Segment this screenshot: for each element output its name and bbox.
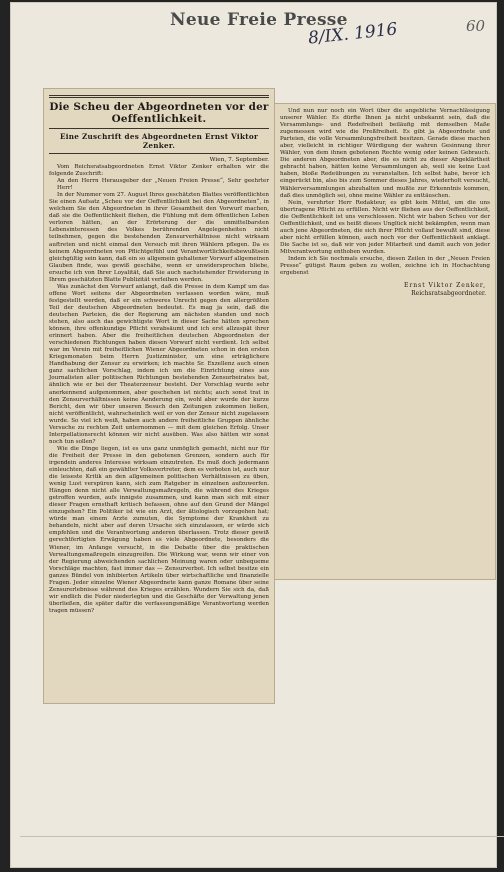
- handwritten-date: 8/IX. 1916: [307, 19, 399, 49]
- closing-paragraph: Indem ich Sie nochmals ersuche, diesen Zeilen in der „Neuen Freien Presse“ gütigst Raum geben zu wollen, zeichne ich in Hochachtung ergebenst: [280, 255, 490, 277]
- signature-title: Reichsratsabgeordneter.: [411, 290, 486, 298]
- intro-paragraph: Vom Reichsratsabgeordneten Ernst Viktor Zenker erhalten wir die folgende Zuschrift:: [49, 164, 269, 178]
- article-body-left: [49, 164, 269, 615]
- title-rule-top: [49, 95, 269, 98]
- paragraph-4: Und nun nur noch ein Wort über die angebliche Vernachlässigung unserer Wähler. Es dürfte Ihnen ja nicht unbekannt sein, daß die Versammlungs- und Redefreiheit beiläufig mit demselben Maße zugemessen wird wie die Preßfreiheit. Es gibt ja Abgeordnete und Parteien, die volle Versammlungsfreiheit besitzen. Gerade diese machen aber, vielleicht in richtiger Würdigung der wahren Gesinnung ihrer Wähler, von dem ihnen gebotenen Rechte wenig oder keinen Gebrauch. Die anderen Abgeordneten aber, die es nicht zu dieser Abgeklärtheit gebracht haben, hätten keine Versammlungen ab, weil sie keine Lust haben, bloße Redeübungen zu veranstalten. Ich selbst habe, bevor ich eingerückt bin, also bis zum Sommer dieses Jahres, wiederholt versucht, Wählerversammlungen abzuhalten und mußte zur Erkenntnis kommen, daß dies unmöglich sei, ohne meine Wähler zu enttäuschen.: [280, 108, 490, 199]
- article-dateline: Wien, 7. September.: [209, 157, 269, 163]
- signature-name: Ernst Viktor Zenker,: [404, 282, 486, 290]
- clipping-column-left: [43, 88, 275, 704]
- sheet-divider: [20, 836, 504, 837]
- article-signature: [280, 282, 490, 298]
- paragraph-5: Nein, verehrter Herr Redakteur, es gibt kein Mittel, um die uns übertragene Pflicht zu erfüllen. Nicht wir fliehen aus der Oeffentlichkeit, die Oeffentlichkeit ist uns verschlossen. Nicht wir haben Scheu vor der Oeffentlichkeit, und es heißt dieses Unglück nicht bekämpfen, wenn man auch jene Abgeordneten, die sich ihrer Pflicht vollauf bewußt sind, diese aber nicht erfüllen können, auch noch vor der Oeffentlichkeit anklagt. Die Sache ist so, daß wir von jeder Mitarbeit und damit auch von jeder Mitverantwortung enthoben wurden.: [280, 199, 490, 255]
- clipping-column-right: [274, 103, 496, 580]
- article-body-right: [280, 108, 490, 277]
- subtitle-rule: [49, 153, 269, 154]
- title-rule-bottom: [49, 128, 269, 129]
- article-subtitle: Eine Zuschrift des Abgeordneten Ernst Viktor Zenker.: [59, 132, 259, 150]
- newspaper-masthead: Neue Freie Presse: [170, 10, 348, 30]
- salutation: An den Herrn Herausgeber der „Neuen Freien Presse“, Sehr geehrter Herr!: [57, 178, 269, 192]
- paragraph-2: Was zunächst den Vorwurf anlangt, daß die Presse in dem Kampf um das offene Wort seitens der Abgeordneten verlassen worden wäre, muß festgestellt werden, daß er ein schweres Unrecht gegen den allergrößten Teil der deutschen Abgeordneten bedeutet. Es mag ja sein, daß die deutschen Parteien, die der Regierung am nächsten standen und noch stehen, also auch das gewichtigste Wort in dieser Sache hätten sprechen können, ihre offenkundige Pflicht verabsäumt und ich erst allzuspät ihrer erinnert haben. Aber die freiheitlichen deutschen Abgeordneten der verschiedenen Richtungen haben diesen Vorwurf nicht verdient. Ich selbst war im Verein mit freiheitlichen Wiener Abgeordneten schon in den ersten Kriegsmonaten beim Herrn Justizminister, um eine erträglichere Handhabung der Zensur zu erwirken; ich machte Sr. Exzellenz auch einen ganz sachlichen Vorschlag, indem ich um die Einrichtung eines aus Journalisten aller politischen Richtungen bestehenden Zensurbeirates bat, ähnlich wie er bei der Theaterzensur besteht. Der Vorschlag wurde sehr anerkennend aufgenommen, aber geschehen ist nichts; auch sonst trat in den Zensurverhältnissen keine Aenderung ein, wohl aber wurde der kurze Bericht, den wir über unseren Besuch den Zeitungen zukommen ließen, nicht veröffentlicht, wahrscheinlich weil er von der Zensur nicht zugelassen wurde. So viel ich weiß, haben auch andere freiheitliche Gruppen ähnliche Versuche zu rechten Zeit unternommen — mit dem gleichen Erfolg. Unser Interpellationsrecht können wir nicht ausüben. Was also hätten wir sonst noch tun sollen?: [49, 283, 269, 445]
- article-title: Die Scheu der Abgeordneten vor der Oeffentlichkeit.: [49, 101, 269, 125]
- handwritten-page-number: 60: [466, 17, 486, 35]
- paragraph-3: Wie die Dinge liegen, ist es uns ganz unmöglich gemacht, nicht nur für die Freiheit der Presse in den gebotenen Grenzen, sondern auch für irgendein anderes Interesse wirksam einzutreten. Es muß doch jedermann einleuchten, daß ein gewählter Volksvertreter, dem es verboten ist, auch nur die leiseste Kritik an den allgemeinen politischen Verhältnissen zu üben, wenig Lust verspüren kann, sich zum Ratgeber in einzelnen aufzuwerfen. Hängen denn nicht alle Verwaltungsmaßregeln, die während des Krieges getroffen wurden, aufs innigste zusammen, und kann man sich mit einer dieser Fragen ernsthaft kritisch befassen, ohne auf den Grund der Mängel einzugehen? Ein Politiker ist wie ein Arzt, der ätiologisch vorzugehen hat; würde man einem Arzte zumuten, die Symptome der Krankheit zu behandeln, nicht aber auf deren Ursache sich einzulassen, er würde sich empfehlen und die Verantwortung anderen überlassen. Trotz dieser gewiß gerechtfertigten Erwägung haben es viele Abgeordnete, besonders die Wiener, im Anfange versucht, in die Debatte über die praktischen Verwaltungsmaßregeln einzugreifen. Die Wirkung war, wenn wir einer von der Regierung abweichenden sachlichen Meinung waren oder unbequeme Vorschläge machten, fast immer das — Zensurverbot. Ich selbst besitze ein ganzes Bündel von inhibierten Artikeln über wirtschaftliche und finanzielle Fragen. Jeder einzelne Wiener Abgeordnete kann ganze Romane über seine Zensurerlebnisse während des Krieges erzählen. Wundern Sie sich da, daß wir endlich die Feder niederlegten und die Geschäfte der Verwaltung jenen überließen, die später dafür die verfassungsmäßige Verantwortung werden tragen müssen?: [49, 445, 269, 614]
- paragraph-1: In der Nummer vom 27. August Ihres geschätzten Blattes veröffentlichten Sie einen Aufsatz „Scheu vor der Oeffentlichkeit bei den Abgeordneten“, in welchem Sie den Abgeordneten in ihrer Gesamtheit den Vorwurf machen, daß sie die Oeffentlichkeit fliehen, die Fühlung mit dem öffentlichen Leben verloren hätten, an der Erörterung der die unmittelbarsten Lebensinteressen des Volkes berührenden Angelegenheiten nicht teilnehmen, gegen die bestehenden Zensurverhältnisse nicht wirksam auftreten und nicht einmal den Versuch mit ihren Wählern pflegen. Da es keinem Abgeordneten von Pflichtgefühl und Verantwortlichkeitsbewußtsein gleichgültig sein kann, daß ein so allgemein gehaltener Vorwurf allgemeinen Glauben finde, was gewiß geschähe, wenn er unwidersprochen bliebe, ersuche ich von Ihrer Loyalität, daß Sie auch nachstehender Erwiderung in Ihrem geschätzten Blatte Publizität verleihen werden.: [49, 192, 269, 283]
